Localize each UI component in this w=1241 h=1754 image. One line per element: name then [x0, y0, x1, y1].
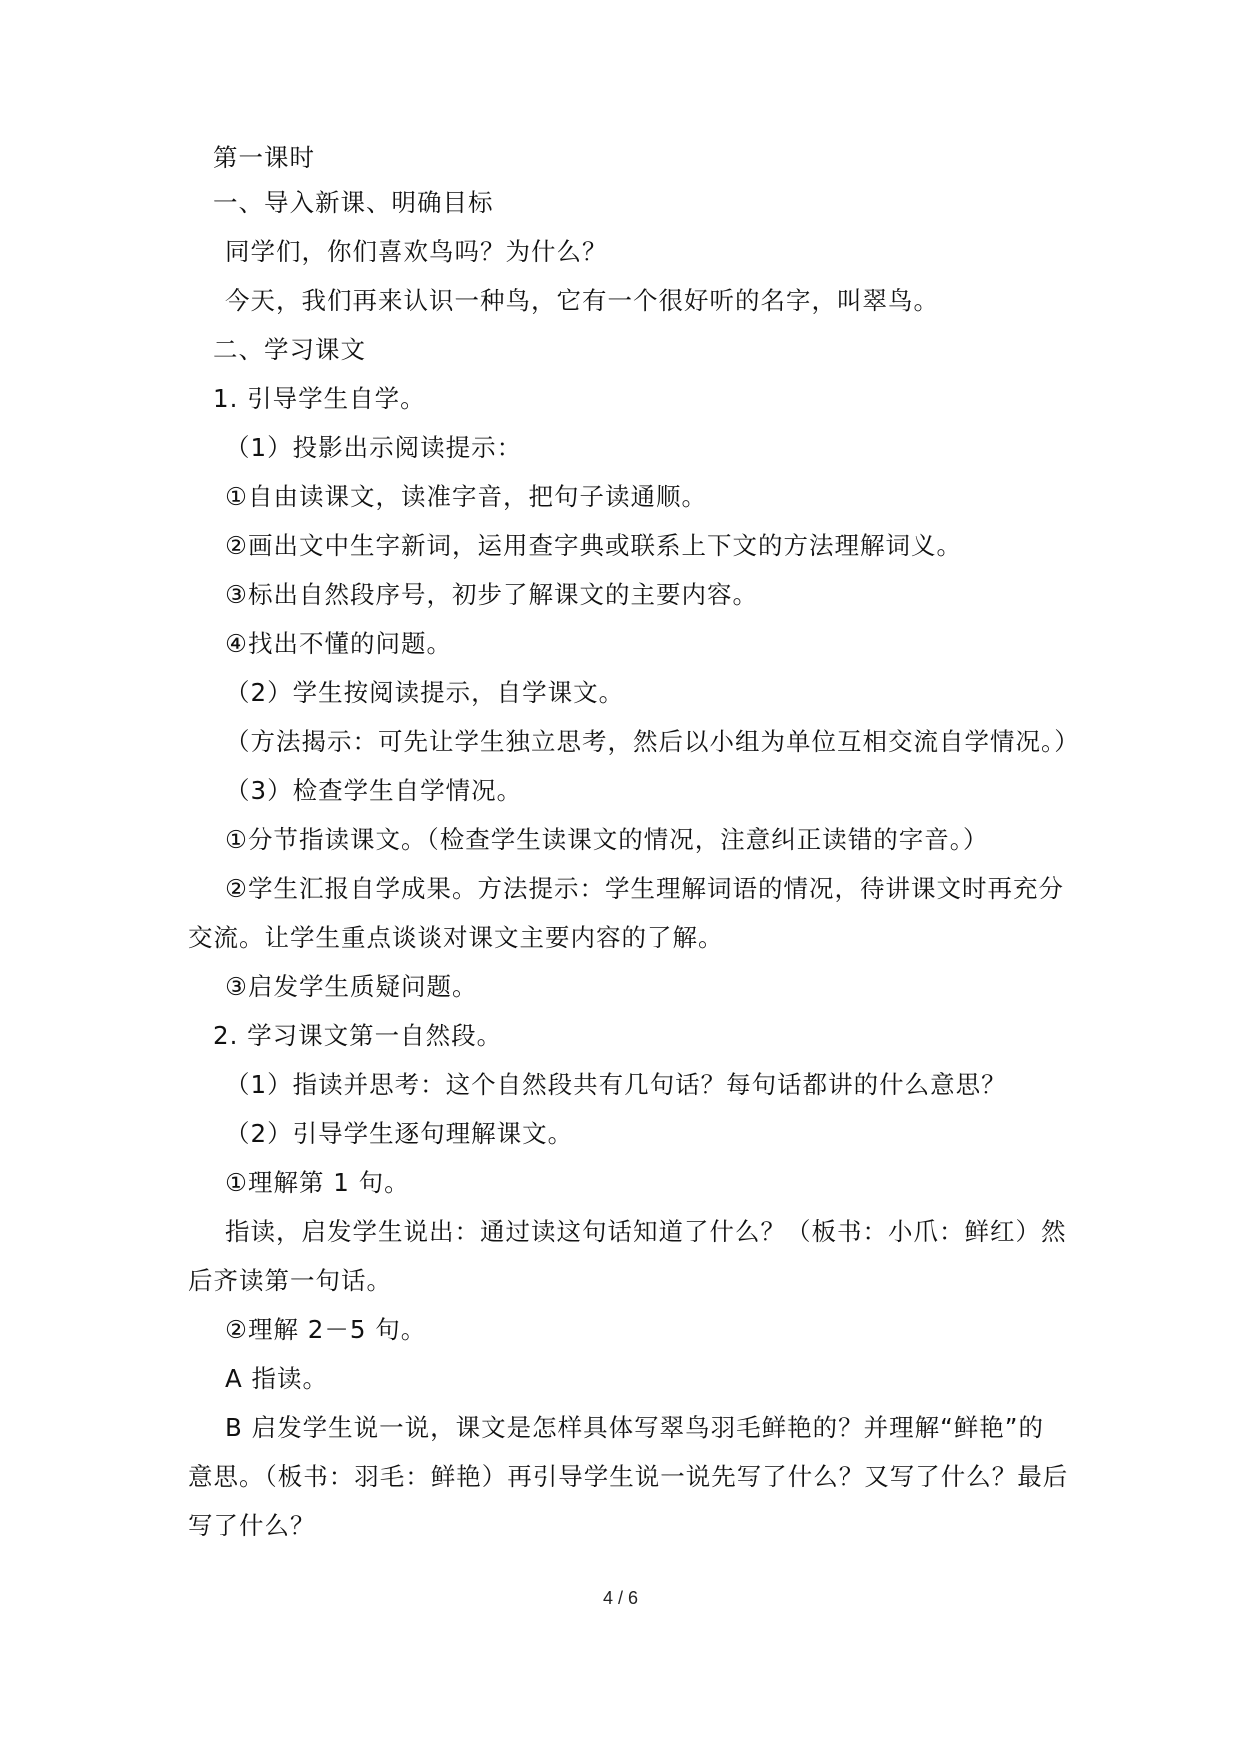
page-number: 4 / 6	[602, 1588, 639, 1608]
section-heading: 二、学习课文	[213, 335, 366, 364]
sub-step: （2）引导学生逐句理解课文。	[225, 1119, 574, 1148]
list-item: ②画出文中生字新词，运用查字典或联系上下文的方法理解词义。	[225, 531, 962, 560]
list-item: ①分节指读课文。（检查学生读课文的情况，注意纠正读错的字音。）	[225, 825, 989, 854]
list-item: A 指读。	[225, 1364, 329, 1393]
list-item: ②学生汇报自学成果。方法提示：学生理解词语的情况，待讲课文时再充分	[225, 874, 1064, 903]
paragraph-line: 今天，我们再来认识一种鸟，它有一个很好听的名字，叫翠鸟。	[225, 286, 939, 315]
sub-step: （2）学生按阅读提示，自学课文。	[225, 678, 625, 707]
list-item: ①自由读课文，读准字音，把句子读通顺。	[225, 482, 707, 511]
list-item: ①理解第 1 句。	[225, 1168, 410, 1197]
paragraph-continuation: 意思。（板书：羽毛：鲜艳）再引导学生说一说先写了什么？又写了什么？最后	[188, 1462, 1069, 1491]
sub-step: （3）检查学生自学情况。	[225, 776, 523, 805]
paragraph-continuation: 交流。让学生重点谈谈对课文主要内容的了解。	[188, 923, 724, 952]
paragraph-line: B 启发学生说一说，课文是怎样具体写翠鸟羽毛鲜艳的？并理解“鲜艳”的	[225, 1413, 1044, 1442]
list-item: ③标出自然段序号，初步了解课文的主要内容。	[225, 580, 758, 609]
sub-step: （1）投影出示阅读提示：	[225, 433, 523, 462]
method-note: （方法揭示：可先让学生独立思考，然后以小组为单位互相交流自学情况。）	[225, 727, 1080, 756]
list-item: ③启发学生质疑问题。	[225, 972, 478, 1001]
paragraph-line: 指读，启发学生说出：通过读这句话知道了什么？（板书：小爪：鲜红）然	[225, 1217, 1067, 1246]
lesson-period-heading: 第一课时	[213, 143, 315, 172]
paragraph-line: 同学们，你们喜欢鸟吗？为什么？	[225, 237, 608, 266]
section-heading: 一、导入新课、明确目标	[213, 188, 494, 217]
numbered-step: 1. 引导学生自学。	[213, 384, 426, 413]
paragraph-continuation: 写了什么？	[188, 1511, 316, 1540]
sub-step: （1）指读并思考：这个自然段共有几句话？每句话都讲的什么意思？	[225, 1070, 1007, 1099]
list-item: ④找出不懂的问题。	[225, 629, 452, 658]
paragraph-continuation: 后齐读第一句话。	[188, 1266, 392, 1295]
list-item: ②理解 2－5 句。	[225, 1315, 427, 1344]
numbered-step: 2. 学习课文第一自然段。	[213, 1021, 503, 1050]
